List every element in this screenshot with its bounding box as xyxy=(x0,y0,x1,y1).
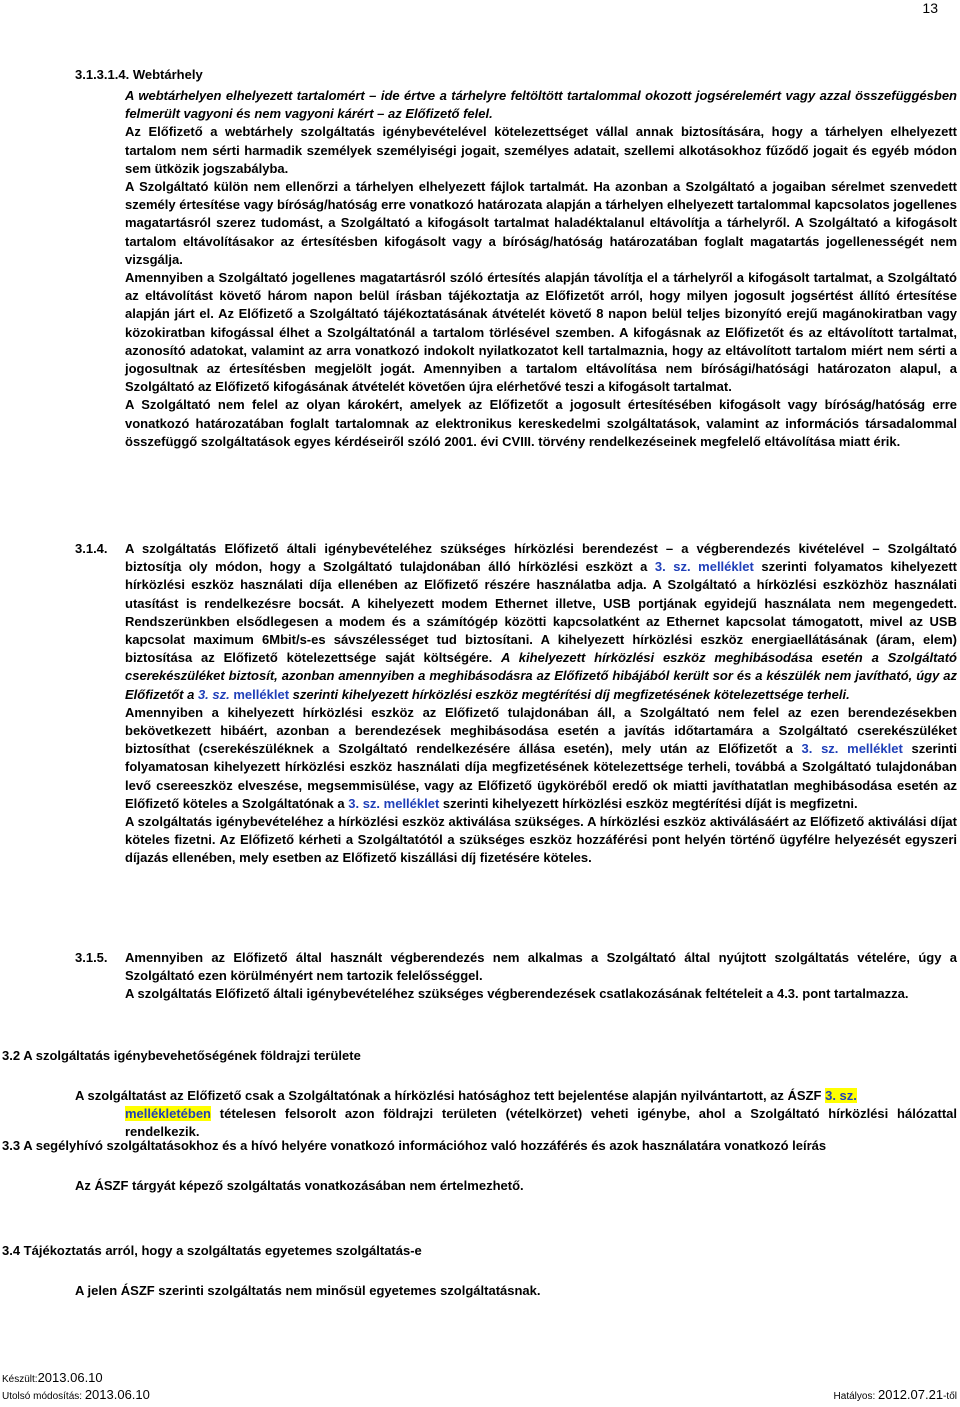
paragraph: A Szolgáltató külön nem ellenőrzi a tárhelyen elhelyezett fájlok tartalmát. Ha azonban a Szolgáltató a jogaiban sérelmet szenvedett személy értesítése vagy bíróság/hatóság erre vonatkozó határozata alapján a tárhelyen elhelyezett tartalommal kapcsolatos jogellenes magatartásról szerez tudomást, a Szolgáltató a kifogásolt tartalmat haladéktalanul eltávolítja a tárhelyről. A Szolgáltató a kifogásolt tartalom eltávolításakor az értesítésben kifogásolt vagy a bíróság/hatóság határozatában foglalt magatartás jogellenességét nem vizsgálja. xyxy=(125,179,957,267)
annex-ref: mellékletében xyxy=(125,1106,211,1122)
annex-ref: 3. sz. xyxy=(197,686,230,702)
page-number: 13 xyxy=(922,0,938,16)
annex-ref: 3. sz. xyxy=(825,1088,857,1103)
paragraph: A szolgáltatás Előfizető általi igénybevételéhez szükséges hírközlési berendezést – a végberendezés kivételével – Szolgáltató biztosítja oly módon, hogy a Szolgáltató tulajdonában álló hírközlési eszközt a 3. sz. melléklet szerinti folyamatos kihelyezett hírközlési eszköz használati díja ellenében az Előfizető részére használatba adja. A Szolgáltató a hírközlési eszközhöz használati utasítást is rendelkezésre bocsát. A kihelyezett modem Ethernet illetve, USB portjának egyidejű használata nem megengedett. Rendszerünkben elsődlegesen a modem és a számítógép közötti kapcsolatként az Ethernet kapcsolat támogatott, mivel az USB kapcsolat maximum 6Mbit/s-es sávszélességet tud biztosítani. A kihelyezett hírközlési eszköz energiaellátásának (áram, elem) biztosítása az Előfizető kötelezettsége saját költségére. A kihelyezett hírközlési eszköz meghibásodása esetén a Szolgáltató cserekészüléket biztosít, azonban amennyiben a meghibásodásra az Előfizető hibájából került sor és a készülék nem javítható, úgy az Előfizetőt a 3. sz. melléklet szerinti kihelyezett hírközlési eszköz megtérítési díj megfizetésének kötelezettsége terheli. xyxy=(125,541,958,702)
section-body-3-2 xyxy=(75,1087,957,1142)
paragraph: A webtárhelyen elhelyezett tartalomért – ide értve a tárhelyre feltöltött tartalommal okozott jogsérelemért vagy azzal összefüggésben felmerült vagyoni és nem vagyoni kárért – az Előfizető felel. xyxy=(125,88,957,122)
created-label: Készült: xyxy=(2,1374,38,1385)
valid-date: 2012.07.21 xyxy=(878,1387,944,1402)
modified-date: 2013.06.10 xyxy=(84,1387,150,1402)
modified-label: Utolsó módosítás: xyxy=(2,1391,85,1402)
annex-ref: 3. sz. xyxy=(654,559,691,575)
paragraph: Az Előfizető a webtárhely szolgáltatás igénybevételével kötelezettséget vállal annak biztosítására, hogy a tárhelyen elhelyezett tartalom nem sérti harmadik személyek személyiségi jogait, személyes adatait, szellemi alkotásokhoz fűződő jogait és egyéb módon sem ütközik jogszabályba. xyxy=(125,124,957,176)
section-heading-3-3: 3.3 A segélyhívó szolgáltatásokhoz és a hívó helyére vonatkozó információhoz való hozzáférés és azok használatára vonatkozó leírás xyxy=(2,1138,827,1153)
section-heading-3-1-3-1-4 xyxy=(75,66,203,84)
annex-ref: 3. sz. xyxy=(801,741,839,757)
section-number-3-1-5: 3.1.5. xyxy=(75,950,108,965)
section-number-3-1-4: 3.1.4. xyxy=(75,541,108,556)
annex-ref: melléklet xyxy=(233,686,290,702)
section-body-3-1-4 xyxy=(125,540,957,868)
section-body-3-1-5 xyxy=(125,949,957,1004)
annex-ref: melléklet xyxy=(847,741,903,757)
section-text-3-3: Az ÁSZF tárgyát képező szolgáltatás vonatkozásában nem értelmezhető. xyxy=(75,1178,524,1193)
annex-ref: melléklet xyxy=(698,559,754,575)
section-number: 3.1.3.1.4. xyxy=(75,67,130,82)
paragraph: Amennyiben a kihelyezett hírközlési eszköz az Előfizető tulajdonában áll, a Szolgáltató nem felel az ezen berendezésekben bekövetkezett hibáért, azonban a berendezések meghibásodása esetén a javítás időtartamára a Szolgáltató cserekészüléket biztosíthat (cserekészüléknek a Szolgáltató rendelkezésére állása esetén), mely után az Előfizetőt a 3. sz. melléklet szerinti folyamatosan kihelyezett hírközlési eszköz használati díja megfizetésének kötelezettsége terheli, továbbá a Szolgáltató tulajdonában levő csereeszköz elveszése, megsemmisülése, vagy az Előfizető ügyköréből eredő ok miatti javíthatatlan meghibásodása esetén az Előfizető köteles a Szolgáltatónak a 3. sz. melléklet szerinti kihelyezett hírközlési eszköz megtérítési díját is megfizetni. xyxy=(125,704,958,811)
annex-ref: 3. sz. xyxy=(348,795,381,811)
section-body-3-1-3-1-4 xyxy=(125,87,957,451)
footer-created xyxy=(2,1370,103,1385)
paragraph: Amennyiben az Előfizető által használt végberendezés nem alkalmas a Szolgáltató által nyújtott szolgáltatás vételére, úgy a Szolgáltató ezen körülményért nem tartozik felelősséggel. xyxy=(125,950,957,984)
footer-modified xyxy=(2,1387,150,1402)
paragraph: Amennyiben a Szolgáltató jogellenes magatartásról szóló értesítés alapján távolítja el a tárhelyről a kifogásolt tartalmat, a Szolgáltató az eltávolítást követő három napon belül írásban tájékoztatja az Előfizetőt arról, hogy milyen jogosult jogsértést állító értesítése alapján járt el. Az Előfizető a Szolgáltató tájékoztatásának átvételét követő 8 napon belül teljes bizonyító erejű magánokiratban vagy közokiratban kifogással élhet a Szolgáltatónál a tartalom törlésével szemben. A kifogásnak az Előfizetőt és az eltávolított tartalmat, azonosító adatokat, valamint az arra vonatkozó indokolt nyilatkozatot kell tartalmaznia, hogy az eltávolított tartalom miért nem sérti a jogosultnak az értesítésben megjelölt jogát. Amennyiben a tartalom eltávolítása nem bírósági/hatósági határozaton alapul, a Szolgáltató az Előfizető kifogásának átvételét követően újra elérhetővé teszi a kifogásolt tartalmat. xyxy=(125,270,957,395)
paragraph: A szolgáltatást az Előfizető csak a Szolgáltatónak a hírközlési hatósághoz tett bejelentése alapján nyilvántartott, az ÁSZF 3. sz. mellékletében tételesen felsorolt azon földrajzi területen (vételkörzet) veheti igénybe, ahol a Szolgáltató hírközlési hálózattal rendelkezik. xyxy=(75,1088,957,1140)
valid-label: Hatályos: xyxy=(833,1391,879,1402)
section-title: Webtárhely xyxy=(132,67,203,82)
created-date: 2013.06.10 xyxy=(37,1370,103,1385)
annex-ref: melléklet xyxy=(383,795,440,811)
section-heading-3-2: 3.2 A szolgáltatás igénybevehetőségének földrajzi területe xyxy=(2,1048,361,1063)
section-heading-3-4: 3.4 Tájékoztatás arról, hogy a szolgáltatás egyetemes szolgáltatás-e xyxy=(2,1243,422,1258)
paragraph: A Szolgáltató nem felel az olyan károkért, amelyek az Előfizetőt a jogosult értesítésében kifogásolt vagy bíróság/hatóság erre vonatkozó határozatában foglalt tartalomnak az elektronikus kereskedelmi szolgáltatások, valamint az információs társadalommal összefüggő szolgáltatások egyes kérdéseiről szóló 2001. évi CVIII. törvény rendelkezéseinek megfelelő eltávolítása miatt érik. xyxy=(125,397,957,449)
footer-valid xyxy=(834,1387,957,1402)
paragraph: A szolgáltatás Előfizető általi igénybevételéhez szükséges végberendezések csatlakozásának feltételeit a 4.3. pont tartalmazza. xyxy=(125,986,909,1002)
paragraph: A szolgáltatás igénybevételéhez a hírközlési eszköz aktiválása szükséges. A hírközlési eszköz aktiválásáért az Előfizető aktiválási díjat köteles fizetni. Az Előfizető kérheti a Szolgáltatótól a szükséges eszköz hozzáférési pont helyén történő ügyfélre helyezését egyszeri díjazás ellenében, mely esetben az Előfizető kiszállási díj fizetésére köteles. xyxy=(125,814,957,866)
valid-suffix: -től xyxy=(943,1391,957,1402)
section-text-3-4: A jelen ÁSZF szerinti szolgáltatás nem minősül egyetemes szolgáltatásnak. xyxy=(75,1283,541,1298)
